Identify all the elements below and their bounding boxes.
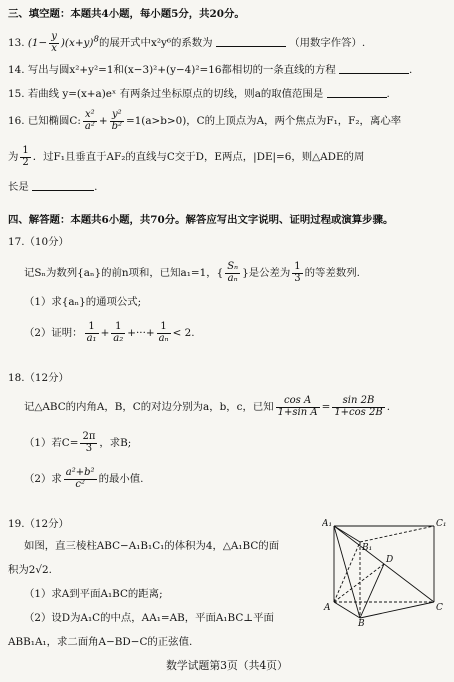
answer-blank-14[interactable] bbox=[339, 63, 409, 74]
label-c: C bbox=[436, 603, 443, 613]
q19-line2: 积为2√2. bbox=[8, 564, 52, 576]
q18-part1: （1）若C= $\frac{2\pi}{3}$ ，求B; bbox=[24, 431, 132, 454]
answer-blank-16[interactable] bbox=[32, 180, 94, 191]
q17-stem: 记Sₙ为数列{aₙ}的前n项和，已知a₁=1，{ $\frac{\text{Sₙ}}{\text{aₙ}}$ }是公差为 $\frac{1}{3}$ 的等差数列. bbox=[24, 261, 360, 284]
label-a: A bbox=[324, 603, 331, 613]
q19-line1: 如图，直三棱柱ABC−A₁B₁C₁的体积为4，△A₁BC的面 bbox=[24, 540, 280, 552]
q18-stem: 记△ABC的内角A，B，C的对边分别为a，b，c，已知 $\frac{\text{cos A}}{\text{1+sin A}}$ = $\frac{\sin 2B}{1+\cos 2B}$ . bbox=[24, 395, 391, 418]
question-16-line3: 长是 . bbox=[8, 181, 98, 193]
answer-blank-13[interactable] bbox=[216, 36, 286, 47]
label-c1: C₁ bbox=[436, 519, 446, 529]
q17-part1: （1）求{aₙ}的通项公式; bbox=[24, 296, 142, 308]
section4-header: 四、解答题：本题共6小题，共70分。解答应写出文字说明、证明过程或演算步骤。 bbox=[8, 214, 394, 226]
question-15: 15. 若曲线 y=(x+a)eˣ 有两条过坐标原点的切线，则a的取值范围是 . bbox=[8, 88, 390, 100]
q19-number: 19.（12分） bbox=[8, 518, 69, 530]
q19-part1: （1）求A到平面A₁BC的距离; bbox=[24, 588, 163, 600]
segment-d-b bbox=[360, 564, 384, 618]
answer-blank-15[interactable] bbox=[327, 87, 387, 98]
segment-a-d bbox=[334, 564, 384, 602]
prism-figure bbox=[322, 518, 446, 626]
q17-part2: （2）证明： $\frac{1}{\text{a₁}}$ + $\frac{1}{\text{a₂}}$ +···+ $\frac{1}{\text{aₙ}}$ < 2. bbox=[24, 321, 195, 344]
label-d: D bbox=[386, 555, 394, 565]
q19-part2b: ABB₁A₁，求二面角A−BD−C的正弦值. bbox=[8, 636, 193, 648]
edge-b-c bbox=[360, 602, 434, 618]
q17-number: 17.（10分） bbox=[8, 236, 69, 248]
section3-header: 三、填空题：本题共4小题，每小题5分，共20分。 bbox=[8, 8, 245, 20]
segment-a-b1 bbox=[334, 542, 360, 602]
label-b1: B₁ bbox=[362, 543, 373, 553]
page-footer: 数学试题第3页（共4页） bbox=[166, 658, 288, 672]
question-14: 14. 写出与圆x²+y²=1和(x−3)²+(y−4)²=16都相切的一条直线的方程 . bbox=[8, 64, 413, 76]
question-16-line2: 为 $\frac{1}{2}$ ．过F₁且垂直于AF₂的直线与C交于D，E两点，|DE|=6，则△ADE的周 bbox=[8, 145, 365, 168]
label-a1: A₁ bbox=[322, 519, 333, 529]
q18-part2: （2）求 $\frac{\text{a²+b²}}{\text{c²}}$ 的最小值. bbox=[24, 467, 144, 490]
label-b: B bbox=[358, 619, 365, 626]
q19-part2a: （2）设D为A₁C的中点，AA₁=AB，平面A₁BC⊥平面 bbox=[24, 612, 274, 624]
q18-number: 18.（12分） bbox=[8, 372, 69, 384]
edge-b1-c1 bbox=[360, 526, 434, 542]
question-13: 13. (1− $\frac{y}{x}$ )$(x+y)^8$的展开式中x²y⁶的系数为 （用数字作答）. bbox=[8, 31, 366, 54]
question-16-line1: 16. 已知椭圆C: $\frac{\text{x²}}{\text{a²}}$ + $\frac{\text{y²}}{\text{b²}}$ =1(a>b>0)，C的上顶点为A，两个焦点为F₁，F₂，离心率 bbox=[8, 109, 402, 132]
